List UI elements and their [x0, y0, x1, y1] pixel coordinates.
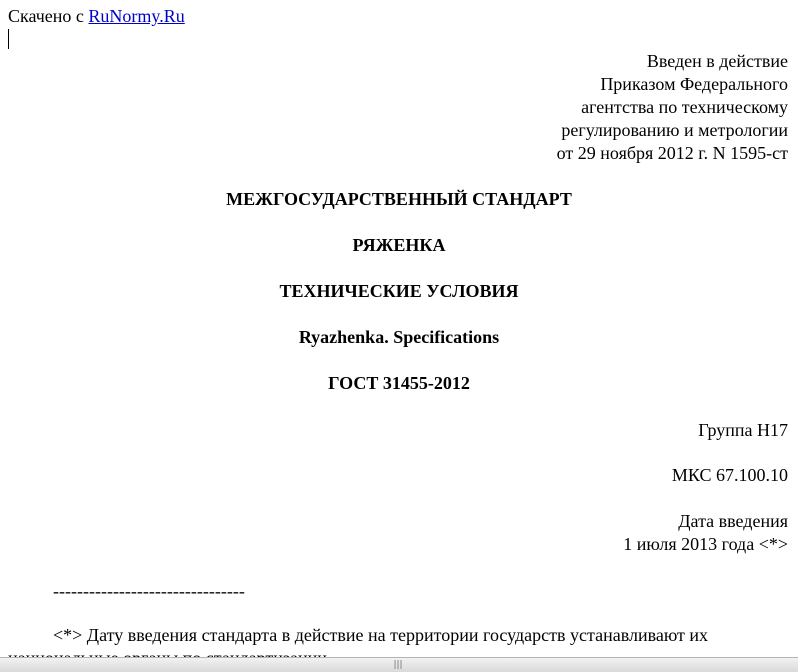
gost-code: ГОСТ 31455-2012 [328, 373, 470, 393]
enactment-line-3: агентства по техническому [581, 97, 788, 117]
text-cursor [8, 29, 9, 49]
footnote-separator: -------------------------------- [53, 581, 245, 601]
english-title: Ryazhenka. Specifications [298, 327, 500, 347]
product-heading: РЯЖЕНКА [352, 235, 446, 255]
scroll-grip-icon[interactable]: ||| [393, 660, 403, 670]
runormy-link[interactable]: RuNormy.Ru [88, 6, 185, 26]
downloaded-prefix: Скачено с [8, 6, 89, 26]
enactment-line-1: Введен в действие [646, 51, 788, 71]
enactment-line-5: от 29 ноября 2012 г. N 1595-ст [556, 143, 788, 163]
horizontal-scrollbar[interactable] [0, 657, 798, 672]
subtitle-heading: ТЕХНИЧЕСКИЕ УСЛОВИЯ [279, 281, 519, 301]
group-label: Группа Н17 [698, 420, 788, 440]
footnote-text: <*> Дату введения стандарта в действие на территории государств устанавливают их [53, 625, 709, 645]
enactment-line-2: Приказом Федерального [600, 74, 788, 94]
mks-label: МКС 67.100.10 [671, 465, 788, 485]
standard-type-heading: МЕЖГОСУДАРСТВЕННЫЙ СТАНДАРТ [226, 189, 572, 209]
downloaded-from-line [8, 5, 185, 28]
intro-date-label: Дата введения [678, 511, 788, 531]
enactment-line-4: регулированию и метрологии [561, 120, 788, 140]
intro-date-value: 1 июля 2013 года <*> [623, 534, 788, 554]
